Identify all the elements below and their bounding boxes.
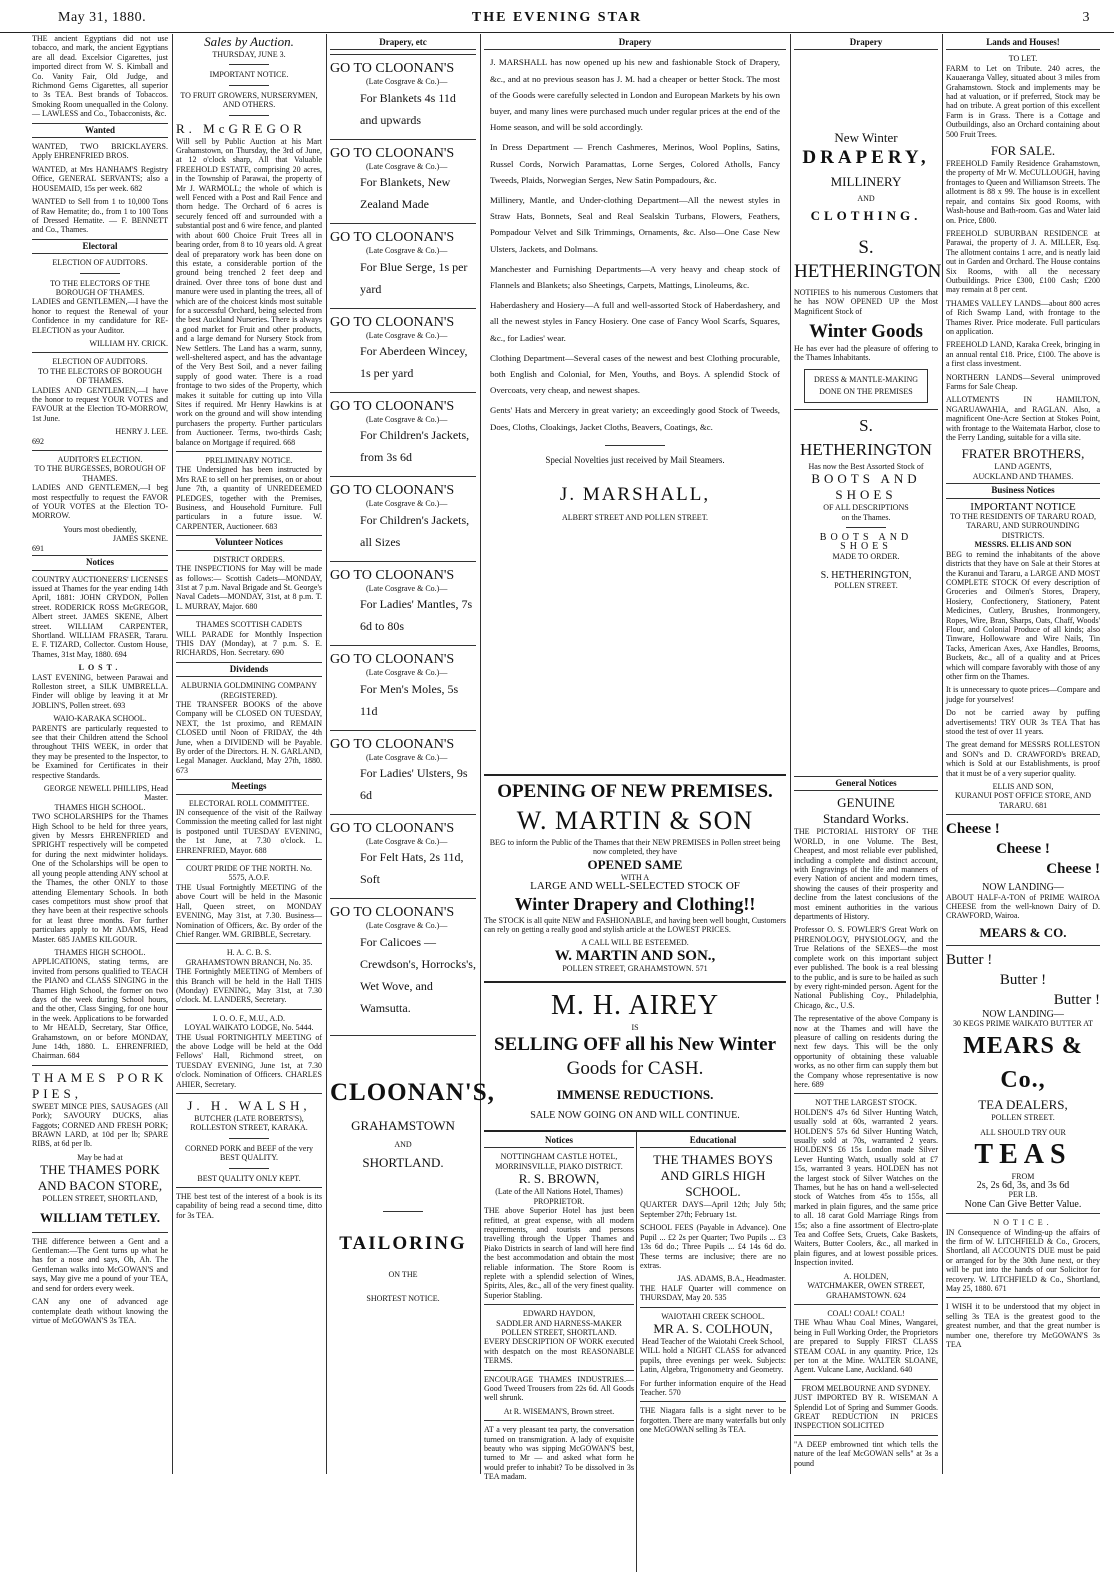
- butcher-name: J. H. WALSH,: [187, 1098, 311, 1113]
- tea-ad: CAN any one of advanced age contemplate death without knowing the virtue of McGOWAN'S 3s TEA.: [32, 1297, 168, 1325]
- section-heading-volunteer: Volunteer Notices: [176, 535, 322, 550]
- column-5-lower: [794, 774, 938, 1474]
- notice-signature: GEORGE NEWELL PHILLIPS, Head Master.: [43, 784, 168, 803]
- notice-title: H. A. C. B. S.: [226, 948, 272, 958]
- cloonan-item: For Children's Jackets, all Sizes: [360, 512, 470, 549]
- cloonan-late: (Late Cosgrave & Co.)—: [366, 161, 448, 171]
- heth-new-winter: New Winter: [834, 130, 898, 146]
- school-body: SCHOOL FEES (Payable in Advance). One Pupil ... £2 2s per Quarter; Two Pupils ... £3 13s 6d do.; Three Pupils ... £4 14s 6d do. These terms are inclusive; there are no extras.: [640, 1223, 786, 1270]
- ellis-title: IMPORTANT NOTICE: [970, 500, 1076, 513]
- martin-large: LARGE AND WELL-SELECTED STOCK OF: [530, 880, 740, 893]
- martin-stock: The STOCK is all quite NEW and FASHIONABLE, and having been well bought, Customers can rely on getting a really good and stylish article at the LOWEST PRICES.: [484, 915, 786, 935]
- lands-title: FOR SALE.: [990, 143, 1056, 159]
- section-heading-wanted: Wanted: [32, 123, 168, 138]
- butter-3: Butter !: [1053, 991, 1100, 1008]
- notice-body: IN consequence of the visit of the Railway Commission the meeting called for last night is postponed until TUESDAY EVENING, the 1st June, at 7.30 o'clock. L. EHRENFRIED, Mayor. 688: [176, 808, 322, 855]
- lands-body: NORTHERN LANDS—Several unimproved Farms for Sale Cheap.: [946, 372, 1100, 391]
- cheese-1: Cheese !: [946, 821, 1000, 838]
- mears-trade: TEA DEALERS,: [978, 1096, 1068, 1112]
- column-3: [330, 34, 495, 1474]
- colhoun-body: For further information enquire of the Head Teacher. 570: [640, 1378, 786, 1397]
- lands-body: ALLOTMENTS IN HAMILTON, NGARUAWAHIA, and RAGLAN. Also, a magnificent One-Acre Section at Stokes Point, with frontage to the Waitemata Harbor, close to the Ferry Landing, suitable for a villa site.: [946, 395, 1100, 443]
- bottom-block: [484, 774, 786, 1482]
- auction-to: TO FRUIT GROWERS, NURSERYMEN, AND OTHERS.: [180, 90, 318, 110]
- marshall-address: ALBERT STREET AND POLLEN STREET.: [562, 513, 708, 523]
- ad-number: 692: [32, 436, 44, 446]
- mears-name-large: MEARS & Co.,: [963, 1032, 1083, 1093]
- butcher-address: BUTCHER (LATE ROBERTS'S), ROLLESTON STREET, KARAKA.: [190, 1114, 308, 1133]
- airey-goods: Goods for CASH.: [566, 1057, 704, 1079]
- mears-kegs: 30 KEGS PRIME WAIKATO BUTTER AT: [953, 1019, 1093, 1029]
- colhoun-sub: Head Teacher of the Waiotahi Creek School,: [641, 1336, 785, 1346]
- notice-body: THE INSPECTIONS for May will be made as follows:— Scottish Cadets—MONDAY, 31st at 7 p.m. Naval Brigade and St. George's Naval Cadets—MONDAY, 31st, at 8 p.m. T. L. MURRAY, Major. 680: [176, 564, 322, 611]
- tea-try: ALL SHOULD TRY OUR: [980, 1128, 1066, 1138]
- cloonan-go-to: GO TO CLOONAN'S: [330, 483, 455, 499]
- works-title: Standard Works.: [822, 811, 910, 827]
- frater-name: FRATER BROTHERS,: [961, 446, 1085, 462]
- pork-title: THAMES PORK PIES,: [32, 1069, 168, 1101]
- cloonan-late: (Late Cosgrave & Co.)—: [366, 583, 448, 593]
- marshall-body: In Dress Department — French Cashmeres, Merinos, Wool Poplins, Satins, Russel Cords, Norwich Paramattas, Lorne Serges, Colored Atholls, Fancy Tweeds, Plaids, Norwegian Serges, New Satin Pompadours, &c.: [490, 142, 780, 185]
- heth-dressmaking-box: DRESS & MANTLE-MAKING DONE ON THE PREMISES: [804, 369, 928, 403]
- auction-body: THE Undersigned has been instructed by Mrs RAE to sell on her premises, on or about June 7th, a quantity of UNREDEEMED PLEDGES, together with the Premises, Business, and Household Furniture. Full particulars in a future issue. W. CARPENTER, Auctioneer. 683: [176, 465, 322, 531]
- notice-signature: HENRY J. LEE.: [115, 427, 168, 437]
- cloonan-ad: [330, 898, 476, 1026]
- notice-body: LAST EVENING, between Parawai and Rolleston street, a SILK UMBRELLA. Finder will oblige by leaving it at Mr JOBLIN'S, Pollen street. 693: [32, 672, 168, 710]
- cloonan-item: For Calicoes — Crewdson's, Horrocks's, Wet Wove, and Wamsutta.: [360, 934, 476, 1015]
- heth-name: S. HETHERINGTON,: [820, 570, 912, 582]
- cloonan-ad: [330, 223, 476, 307]
- ellis-body: It is unnecessary to quote prices—Compare and judge for yourselves!: [946, 685, 1100, 704]
- notice-body: COUNTRY AUCTIONEERS' LICENSES issued at Thames for the year ending 14th April, 1881: JOHN CRYDON, Pollen street. RODERICK ROSS McGREGOR, Albert street. JAMES SKENE, Albert street. WILLIAM CARPENTER, Shortland. WILLIAM FRASER, Tararu. E. F. TIZARD, Collector. Custom House, Thames, 31st May, 1880. 694: [32, 574, 168, 659]
- column-rule: [172, 34, 173, 1474]
- marshall-body: Manchester and Furnishing Departments—A very heavy and cheap stock of Flannels and Blankets; also Sheetings, Carpets, Mattings, Linoleums, &c.: [490, 263, 780, 291]
- cloonan-place: SHORTLAND.: [362, 1155, 444, 1171]
- martin-with: WITH A: [620, 872, 650, 882]
- tea-perlb: PER LB.: [1008, 1190, 1038, 1200]
- pork-proprietor: WILLIAM TETLEY.: [40, 1209, 160, 1225]
- martin-name-2: W. MARTIN AND SON.,: [554, 947, 716, 964]
- ellis-name: MESSRS. ELLIS AND SON: [974, 540, 1072, 550]
- cloonan-go-to: GO TO CLOONAN'S: [330, 905, 455, 921]
- wanted-ad: WANTED, TWO BRICKLAYERS. Apply EHRENFRIED BROS.: [32, 142, 168, 161]
- notice-title: THAMES HIGH SCHOOL.: [54, 802, 146, 812]
- notice-title: ELECTION OF AUDITORS.: [52, 357, 148, 367]
- wiseman-title: FROM MELBOURNE AND SYDNEY.: [801, 1383, 931, 1393]
- column-1: [32, 34, 168, 1474]
- notice-title: WAIO-KARAKA SCHOOL.: [53, 714, 147, 724]
- cloonan-late: (Late Cosgrave & Co.)—: [366, 77, 448, 87]
- section-heading-auction: Sales by Auction.: [204, 34, 294, 49]
- notice-body: TWO SCHOLARSHIPS for the Thames High School to be held for three years, given by Messrs EHRENFRIED and SPRIGHT respectively will be competed for during the next midwinter holidays. One of the Scholarships will be open to all young people attending ANY school at the Thames, the other ONLY to those attending Elementary Schools. In both cases competitors must show proof that they have been at their respective schools for at least three months. For further particulars apply to Mr ADAMS, Head Master. 685 JAMES KILGOUR.: [32, 812, 168, 944]
- cloonan-item: For Blankets 4s 11d and upwards: [360, 90, 456, 127]
- notice-title: I. O. O. F., M.U., A.D.: [212, 1013, 286, 1023]
- school-body: QUARTER DAYS—April 12th; July 5th; September 27th; February 1st.: [640, 1200, 786, 1219]
- mears-street: POLLEN STREET.: [991, 1112, 1055, 1122]
- tea-big: TEAS: [974, 1138, 1072, 1170]
- martin-name: W. MARTIN & SON: [516, 806, 754, 835]
- wiseman-address: At R. WISEMAN'S, Brown street.: [503, 1406, 615, 1416]
- cloonan-and: AND: [394, 1139, 412, 1149]
- holden-body: HOLDEN'S 47s 6d Silver Hunting Watch, usually sold at 60s, warranted 2 years. HOLDEN'S 57s 6d Silver Hunting Watch, usually sold at 70s, warranted 2 years. HOLDEN'S £6 15s London made Silver Lever Hunting Watch, usually sold at £7 15s, warranted 3 years. HOLDEN has not the largest stock of Silver Watches on the Thames, but he has on hand a well-selected stock of Watches from 45s to 155s, all marked in plain figures, and the same price to all. 18 carat Gold Marriage Rings from 15s; also a fine assortment of Electro-plate Tea and Coffee Sets, Cruets, Cake Baskets, Waiters, Butter Coolers, &c., all marked in plain figures, and at lowest possible prices. Inspection invited.: [794, 1107, 938, 1268]
- cloonan-late: (Late Cosgrave & Co.)—: [366, 415, 448, 425]
- cloonan-item: For Aberdeen Wincey, 1s per yard: [360, 344, 468, 381]
- notice-body: THE TRANSFER BOOKS of the above Company will be CLOSED ON TUESDAY, NEXT, the 1st proximo, and REMAIN CLOSED until Noon of FRIDAY, the 4th June, when a DIVIDEND will be Payable. By order of the Directors. H. N. GARLAND, Legal Manager. Auckland, May 27th, 1880. 673: [176, 699, 322, 775]
- cloonan-go-to: GO TO CLOONAN'S: [330, 652, 455, 668]
- cloonan-ad: [330, 645, 476, 729]
- lands-body: THAMES VALLEY LANDS—about 800 acres of Rich Swamp Land, with frontage to the Thames River. Price moderate. Full particulars on application.: [946, 298, 1100, 336]
- heth-name: S. HETHERINGTON: [794, 236, 942, 282]
- pork-store: THE THAMES PORK AND BACON STORE,: [37, 1162, 163, 1194]
- heth-text: Has now the Best Assorted Stock of: [808, 461, 924, 471]
- tailoring-title: TAILORING: [339, 1233, 467, 1255]
- masthead-date: May 31, 1880.: [58, 10, 147, 25]
- cloonan-go-to: GO TO CLOONAN'S: [330, 314, 455, 330]
- mears-name: MEARS & CO.: [979, 924, 1067, 940]
- hotel-body: THE above Superior Hotel has just been refitted, at great expense, with all modern requirements, and tourists and persons travelling through the Upper Thames and Piako Districts in search of land will here find the best accommodation and obtain the most reliable information. The Store Room is replete with a splendid selection of Wines, Spirits, Ales, &c., all of the very finest quality. Superior Stabling.: [484, 1206, 634, 1300]
- mears-landing: NOW LANDING—: [982, 882, 1064, 894]
- lands-title: TO LET.: [1008, 54, 1038, 64]
- wanted-ad: WANTED, at Mrs HANHAM'S Registry Office, GENERAL SERVANTS; also a HOUSEMAID, 15s per week. 682: [32, 164, 168, 193]
- column-rule: [942, 34, 943, 1474]
- heth-millinery: MILLINERY: [830, 174, 902, 190]
- bottom-educational: [640, 1132, 786, 1439]
- ellis-subtitle: TO THE RESIDENTS OF TARARU ROAD, TARARU, AND SURROUNDING DISTRICTS.: [949, 512, 1097, 540]
- works-body: THE PICTORIAL HISTORY OF THE WORLD, in one Volume. The Best, Cheapest, and most reliable ever published, including a complete and distinct account, with Engravings of the life and manners of every Nation of ancient and modern times, showing the causes of their prosperity and decline from the latest conclusions of the most eminent authorities in the various departments of History.: [794, 827, 938, 922]
- hotel-title: NOTTINGHAM CASTLE HOTEL, MORRINSVILLE, PIAKO DISTRICT.: [495, 1152, 623, 1171]
- cloonan-item: For Blankets, New Zealand Made: [360, 175, 451, 212]
- martin-opened: OPENED SAME: [587, 856, 683, 872]
- colhoun-body: WILL hold a NIGHT CLASS for advanced pupils, three evenings per week. Subjects: Latin, Algebra, Trigonometry and Geometry.: [640, 1346, 786, 1375]
- notice-body: THE Usual FORTNIGHTLY MEETING of the above Lodge will be held at the Odd Fellows' Hall, Richmond street, on TUESDAY EVENING, June 1st, at 7.30 o'clock. Nomination of Officers. CHARLES AHIER, Secretary.: [176, 1032, 322, 1089]
- section-heading-drapery: Drapery: [794, 36, 938, 50]
- marshall-body: J. MARSHALL has now opened up his new and fashionable Stock of Drapery, &c., and at no previous season has J. M. had a cheaper or better Stock. The most of the Goods were carefully selected in London and European Markets by his own buyer, and many lines were purchased much under regular prices at the end of the Home season, and will be sold accordingly.: [490, 57, 780, 133]
- column-2: [176, 34, 322, 1474]
- butter-2: Butter !: [999, 971, 1047, 988]
- tea-ad: I WISH it to be understood that my object in selling 3s TEA is the greatest good to the greatest number, and that the great number is number one, therefore try McGOWAN'S 3s TEA: [946, 1302, 1100, 1349]
- cloonan-go-to: GO TO CLOONAN'S: [330, 821, 455, 837]
- auction-body: Will sell by Public Auction at his Mart Grahamstown, on Thursday, the 3rd of June, at 12 o'clock sharp, All that Valuable FREEHOLD ESTATE, comprising 20 acres, in the Township of Parawai, the property of Mr J. WARMOLL; the whole of which is well Fenced with a Post and Rail Fence and thorn hedge. The Orchard of 6 acres is securely fenced off and surrounded with a substantial post and 6 wire fence, and planted with about 600 Choice Fruit Trees all in bearing order, from 8 to 10 years old. A great deal of preparatory work has been done on this estate, a considerable portion of the ground being trenched 2 feet deep and drained. Over three tons of bone dust and manure were used in planting the trees, all of which are of the choicest kinds most suitable for a successful Orchard, being selected from the best Auckland Nurseries. There is always a good market for Fruit and other products, and a large demand for Nursery Stock from New Settlers. The Land has a warm, sunny, well-sheltered aspect, and has the advantage of the Very Best Soil, and a never failing supply of good water. There is a road frontage to two sides of the Property, which makes it suitable for cutting up into Villa Sites if required. Mr Henry Hawkins is at work on the ground and will show intending purchasers the property. Further particulars from Auctioneer. Terms, two-thirds Cash; balance on Mortgage if required. 668: [176, 136, 322, 447]
- marshall-name: J. MARSHALL,: [559, 484, 711, 506]
- marshall-body: Haberdashery and Hosiery—A full and well-assorted Stock of Haberdashery, and all the newest styles in Fancy Hosiery. One case of Fancy Wool Scarfs, Squares, &c., for Ladies' wear.: [490, 300, 780, 343]
- ellis-body: The great demand for MESSRS ROLLESTON and SON's and D. CRAWFORD's BREAD, which is Sold at our Establishments, is proof that it must be of a very superior quality.: [946, 740, 1100, 778]
- heth-text: on the Thames.: [841, 512, 891, 522]
- coal-body: THE Whau Whau Coal Mines, Wangarei, being in Full Working Order, the Proprietors are prepared to Supply FIRST CLASS STEAM COAL in any quantity. Price, 12s per ton at the Mine. WALTER SLOANE, Agent. Vulcane Lane, Auckland. 640: [794, 1318, 938, 1375]
- cheese-2: Cheese !: [996, 841, 1050, 858]
- cheese-3: Cheese !: [1046, 861, 1100, 878]
- cloonan-late: (Late Cosgrave & Co.)—: [366, 330, 448, 340]
- martin-text: BEG to inform the Public of the Thames that their NEW PREMISES in Pollen street being now completed, they have: [489, 838, 781, 857]
- airey-reductions: IMMENSE REDUCTIONS.: [556, 1086, 714, 1102]
- notice-title: DISTRICT ORDERS.: [213, 554, 285, 564]
- heth-and: AND: [857, 194, 875, 204]
- section-heading-notices: Notices: [484, 1134, 634, 1148]
- notice-closing: Yours most obediently,: [63, 524, 137, 534]
- section-heading-dividends: Dividends: [176, 662, 322, 677]
- heth-boots: BOOTS AND SHOES: [811, 471, 921, 503]
- butcher-text: CORNED PORK and BEEF of the very BEST QUALITY.: [185, 1143, 313, 1163]
- frater-place: AUCKLAND AND THAMES.: [972, 471, 1074, 481]
- wanted-ad: WANTED to Sell from 1 to 10,000 Tons of Raw Hematite; do., from 1 to 100 Tons of Dressed Hematite. — F. BENNETT and Co., Thames.: [32, 197, 168, 235]
- waiotahi-title: WAIOTAHI CREEK SCHOOL.: [661, 1311, 765, 1321]
- tailoring-notice: SHORTEST NOTICE.: [366, 1293, 440, 1303]
- cloonan-late: (Late Cosgrave & Co.)—: [366, 246, 448, 256]
- airey-name: M. H. AIREY: [550, 990, 720, 1022]
- lands-body: FARM to Let on Tribute. 240 acres, the Kauaeranga Valley, situated about 3 miles from Grahamstown. Stock and implements may be had at valuation, or if preferred, Stock may be had on tribute. A great portion of this excellent Farm is in Grass. There is a Cottage and Outbuildings, also an Orchard containing about 500 Fruit Trees.: [946, 63, 1100, 139]
- colhoun-name: MR A. S. COLHOUN,: [653, 1320, 773, 1336]
- hotel-name: R. S. BROWN,: [518, 1171, 600, 1187]
- cloonan-ads: [330, 54, 476, 1026]
- notice-title: COURT PRIDE OF THE NORTH. No. 5575, A.O.F.: [185, 864, 313, 883]
- butter-1: Butter !: [946, 951, 993, 968]
- section-heading-drapery: Drapery, etc: [330, 36, 476, 50]
- tailoring-on: ON THE: [388, 1270, 418, 1280]
- airey-sale: SALE NOW GOING ON AND WILL CONTINUE.: [530, 1109, 740, 1121]
- notice-title: NOTICE.: [993, 1218, 1053, 1228]
- auction-notice: IMPORTANT NOTICE.: [209, 70, 289, 80]
- section-heading-drapery: Drapery: [484, 36, 786, 50]
- pork-text: May be had at: [77, 1152, 123, 1162]
- heth-body: He has ever had the pleasure of offering to the Thames Inhabitants.: [794, 344, 938, 363]
- cloonan-ad: [330, 139, 476, 223]
- airey-selling: SELLING OFF all his New Winter: [493, 1033, 777, 1055]
- cloonan-ad: [330, 54, 476, 138]
- cloonan-ad: [330, 308, 476, 392]
- holden-title: NOT THE LARGEST STOCK.: [815, 1098, 917, 1108]
- heth-winter-goods: Winter Goods: [809, 321, 923, 343]
- school-body: THE HALF Quarter will commence on THURSDAY, May 20. 535: [640, 1283, 786, 1303]
- intro-ad: THE ancient Egyptians did not use tobacco, and mark, the ancient Egyptians are all dead. Excelsior Cigarettes, just imported direct from W. S. Kimball and Co. Vanity Fair, Old Judge, and Richmond Gems Cigarettes, all superior to 3s TEA. Best brands of Tobaccos. Smoking Room unequalled in the Colony. — LAWLESS and Co., Tobacconists, &c.: [32, 34, 168, 119]
- martin-call: A CALL WILL BE ESTEEMED.: [581, 938, 689, 948]
- cloonan-late: (Late Cosgrave & Co.)—: [366, 499, 448, 509]
- bottom-notices: [484, 1132, 634, 1486]
- tea-ad: THE difference between a Gent and a Gentleman:—The Gent turns up what he has for a nose and says, Oh, Ah. The Gentleman walks into McGOWAN'S and says, May give me a pound of your TEA, and send for orders every week.: [32, 1236, 168, 1293]
- marshall-body: Clothing Department—Several cases of the newest and best Clothing procurable, both English and Colonial, for Men, Youths, and Boys. A splendid Stock of Overcoats, very cheap, and newest shapes.: [490, 352, 780, 396]
- cloonan-go-to: GO TO CLOONAN'S: [330, 230, 455, 246]
- haydon-name: EDWARD HAYDON,: [522, 1309, 596, 1319]
- martin-opening: OPENING OF NEW PREMISES.: [497, 781, 773, 802]
- notice-body: IN Consequence of Winding-up the affairs of the firm of W. LITCHFIELD & Co., Grocers, Shortland, all ACCOUNTS DUE must be paid or arranged for by the 30th June next, or they will be put into the hands of our Solicitor for recovery. W. LITCHFIELD & Co., Shortland, May 25, 1880. 671: [946, 1227, 1100, 1293]
- section-heading-business: Business Notices: [946, 483, 1100, 498]
- cloonan-go-to: GO TO CLOONAN'S: [330, 736, 455, 752]
- heth-drapery: DRAPERY,: [802, 147, 930, 169]
- notice-subtitle: LOYAL WAIKATO LODGE, No. 5444.: [184, 1023, 314, 1033]
- butcher-text: BEST QUALITY ONLY KEPT.: [197, 1173, 301, 1183]
- works-genuine: GENUINE: [837, 795, 895, 811]
- column-rule: [326, 34, 327, 1474]
- heth-address: POLLEN STREET.: [834, 580, 898, 590]
- tea-ad: THE best test of the interest of a book is its capability of being read a second time, ditto for 3s TEA.: [176, 1192, 322, 1220]
- marshall-body: Millinery, Mantle, and Under-clothing Department—All the newest styles in Straw Hats, Bonnets, Seal and Real Sealskin Turbans, Flowers, Feathers, Pompadour Velvet and Silk Trimmings, Ornaments, &c. Also—One Case New Ulsters, Jackets, and Dolmans.: [490, 195, 780, 254]
- tea-prices: 2s, 2s 6d, 3s, and 3s 6d: [976, 1179, 1070, 1191]
- cloonan-go-to: GO TO CLOONAN'S: [330, 399, 455, 415]
- cloonan-go-to: GO TO CLOONAN'S: [330, 567, 455, 583]
- auction-notice: PRELIMINARY NOTICE.: [205, 456, 293, 466]
- tea-value: None Can Give Better Value.: [964, 1198, 1082, 1210]
- masthead: [0, 0, 1114, 33]
- auctioneer-name: R. McGREGOR: [176, 120, 306, 136]
- notice-subtitle: TO THE ELECTORS OF BOROUGH OF THAMES.: [37, 366, 162, 386]
- tea-ad: THE Niagara falls is a sight never to be forgotten. There are many waterfalls but only one McGOWAN selling 3s TEA.: [640, 1406, 786, 1435]
- school-signature: JAS. ADAMS, B.A., Headmaster.: [677, 1274, 786, 1284]
- cloonan-item: For Ladies' Mantles, 7s 6d to 80s: [360, 597, 473, 634]
- tea-from: FROM: [1011, 1171, 1035, 1181]
- notice-body: APPLICATIONS, stating terms, are invited from persons qualified to TEACH the PIANO and CLASS SINGING in the Thames High School, the former on two days of the week during School hours, and the other, Class Singing, for one hour in the week. Applications to be forwarded to Mr HEALD, Secretary, Star Office, Grahamstown, on or before MONDAY, June 14th, 1880. L. EHRENFRIED, Chairman. 684: [32, 957, 168, 1061]
- cloonan-ad: [330, 730, 476, 814]
- cloonan-item: For Ladies' Ulsters, 9s 6d: [360, 766, 468, 803]
- mears-body: ABOUT HALF-A-TON of PRIME WAIROA CHEESE from the well-known Dairy of D. CRAWFORD, Wairoa.: [946, 892, 1100, 921]
- works-body: The representative of the above Company is now at the Thames and will have the pleasure of calling on residents during the next few days. This will be the only opportunity of obtaining these valuable works, as no other firm can supply them but the Company whose representative is now here. 689: [794, 1014, 938, 1089]
- cloonan-late: (Late Cosgrave & Co.)—: [366, 752, 448, 762]
- column-rule: [480, 34, 481, 1474]
- haydon-sub: SADDLER AND HARNESS-MAKER POLLEN STREET, SHORTLAND.: [496, 1318, 622, 1337]
- notice-body: WILL PARADE for Monthly Inspection THIS DAY (Monday), at 7 p.m. S. E. RICHARDS, Hon. Secretary. 690: [176, 629, 322, 658]
- column-rule: [790, 34, 791, 1474]
- cloonan-go-to: GO TO CLOONAN'S: [330, 145, 455, 161]
- marshall-novelties: Special Novelties just received by Mail Steamers.: [545, 454, 725, 465]
- notice-title: ELECTORAL ROLL COMMITTEE.: [188, 798, 310, 808]
- coal-title: COAL! COAL! COAL!: [827, 1308, 905, 1318]
- column-6: [946, 34, 1100, 1474]
- marshall-body: Gents' Hats and Mercery in great variety; an exceedingly good Stock of Tweeds, Does, Cloths, Cloakings, Jacket Cloths, Beavers, Coatings, &c.: [490, 405, 780, 432]
- masthead-title: THE EVENING STAR: [471, 10, 643, 25]
- airey-is: IS: [631, 1023, 639, 1033]
- wiseman-body: ENCOURAGE THAMES INDUSTRIES.—Good Tweed Trousers from 22s 6d. All Goods well shrunk.: [484, 1374, 634, 1403]
- cloonan-ad: [330, 392, 476, 476]
- haydon-body: EVERY DESCRIPTION OF WORK executed with despatch on the most REASONABLE TERMS.: [484, 1337, 634, 1366]
- notice-body: LADIES and GENTLEMEN,—I have the honor to request the Renewal of your Confidence in my candidature for RE-ELECTION as your Auditor.: [32, 297, 168, 335]
- notice-signature: JAMES SKENE.: [112, 534, 168, 544]
- notice-title: THAMES HIGH SCHOOL.: [54, 947, 146, 957]
- notice-title: THAMES SCOTTISH CADETS: [195, 620, 303, 630]
- frater-role: LAND AGENTS,: [994, 462, 1052, 472]
- hotel-sub: (Late of the All Nations Hotel, Thames) PROPRIETOR.: [495, 1187, 623, 1206]
- heth-text: MADE TO ORDER.: [832, 551, 900, 561]
- martin-address: POLLEN STREET, GRAHAMSTOWN. 571: [562, 963, 708, 973]
- ellis-body: BEG to remind the inhabitants of the above districts that they have on Sale at their Stores at the Kuranui and Tararu, a LARGE AND MOST COMPLETE STOCK Of every description of Groceries and Oilmen's Stores, Drapery, Hosiery, Confectionery, Stationery, Patent Medicines, Cutlery, Brushes, Ironmongery, Ropes, Wire, Bran, Sharps, Oats, Chaff, Woods' Flour, and Colonial Produce of all kinds; also Tinware, Hollowware and Wire Nails, Tin Tacks, American Axes, Axe Handles, Brooms, Buckets, &c., all of a quality and at Prices which will compare favorably with those of any other firm on the Thames.: [946, 549, 1100, 681]
- notice-title: ALBURNIA GOLDMINING COMPANY (REGISTERED).: [180, 681, 318, 700]
- notice-title: LOST.: [78, 663, 122, 673]
- wiseman-body: JUST IMPORTED BY R. WISEMAN A Splendid Lot of Spring and Summer Goods. GREAT REDUCTION IN PRICES INSPECTION SOLICITED: [794, 1393, 938, 1431]
- auction-date: THURSDAY, JUNE 3.: [212, 50, 286, 59]
- notice-title: ELECTION OF AUDITORS.: [52, 258, 148, 268]
- cloonan-item: For Children's Jackets, from 3s 6d: [360, 428, 470, 465]
- notice-subtitle: TO THE BURGESSES, BOROUGH OF THAMES.: [34, 464, 166, 483]
- cloonan-town: GRAHAMSTOWN: [351, 1117, 455, 1133]
- section-heading-meetings: Meetings: [176, 779, 322, 794]
- cloonan-name: CLOONAN'S,: [330, 1078, 495, 1106]
- pork-address: POLLEN STREET, SHORTLAND,: [42, 1194, 158, 1204]
- pork-body: SWEET MINCE PIES, SAUSAGES (All Pork); SAVOURY DUCKS, alias Faggots; CORNED AND FRESH PORK; BRAWN LARD, at 10d per lb; SPARE RIBS, at 6d per lb.: [32, 1101, 168, 1149]
- heth-text: OF ALL DESCRIPTIONS: [823, 503, 909, 513]
- mears-landing: NOW LANDING—: [982, 1008, 1064, 1020]
- tea-ad: AT a very pleasant tea party, the conversation turned on transmigration. A lady of exquisite beauty who was sipping McGOWAN'S best, turned to Mr — and asked what form he would prefer to inhabit? To be dissolved in 3s TEA madam.: [484, 1425, 634, 1482]
- ellis-signature: ELLIS AND SON,: [992, 782, 1054, 792]
- works-body: Professor O. S. FOWLER'S Great Work on PHRENOLOGY, PHYSIOLOGY, and the True Relations of the SEXES—the most complete work on this important subject ever published. The book is a real blessing to the public, and is sure to be hailed as such by every right-minded person. Agent for the National Publishing Coy., Philadelphia, Chicago, &c., U.S.: [794, 925, 938, 1010]
- ad-number: 691: [32, 543, 44, 553]
- tea-ad: "A DEEP embrowned tint which tells the nature of the leaf McGOWAN sells" at 3s a pound: [794, 1439, 938, 1468]
- section-heading-general: General Notices: [794, 776, 938, 791]
- cloonan-late: (Late Cosgrave & Co.)—: [366, 921, 448, 931]
- masthead-page: 3: [1082, 10, 1090, 25]
- lands-body: FREEHOLD Family Residence Grahamstown, the property of Mr W. McCULLOUGH, having frontages to Queen and Williamson Streets. The allotment is 88 x 99. The house is in excellent repair, and contains Six good Rooms, with Wash-house and Bath-room. Gas and Water laid on. Price, £800.: [946, 159, 1100, 225]
- notice-subtitle: GRAHAMSTOWN BRANCH, No. 35.: [185, 957, 313, 967]
- cloonan-item: For Blue Serge, 1s per yard: [360, 259, 468, 296]
- notice-body: THE Usual Fortnightly MEETING of the above Court will be held in the Masonic Hall, Queen street, on MONDAY EVENING, May 31st, at 7.30. Business—Nomination of Officers, &c. By order of the Chief Ranger. WM. GRIBBLE, Secretary.: [176, 882, 322, 939]
- holden-address: WATCHMAKER, OWEN STREET, GRAHAMSTOWN. 624: [807, 1281, 925, 1300]
- ellis-body: Do not be carried away by puffing advertisements! TRY OUR 3s TEA That has stood the test of over 11 years.: [946, 708, 1100, 736]
- section-heading-notices: Notices: [32, 555, 168, 570]
- column-5: [794, 34, 942, 774]
- cloonan-late: (Late Cosgrave & Co.)—: [366, 837, 448, 847]
- cloonan-ad: [330, 814, 476, 898]
- notice-title: AUDITOR'S ELECTION.: [57, 455, 143, 465]
- lands-body: FREEHOLD LAND, Karaka Creek, bringing in an annual rental £18. Price, £100. The above is a first class investment.: [946, 340, 1100, 369]
- notice-subtitle: TO THE ELECTORS OF THE BOROUGH OF THAMES.: [50, 278, 150, 297]
- cloonan-item: For Men's Moles, 5s 11d: [360, 681, 459, 718]
- notice-body: THE Fortnightly MEETING of Members of this Branch will be held in the Hall THIS (Monday) EVENING, May 31st, at 7.30 o'clock. M. LANDERS, Secretary.: [176, 967, 322, 1005]
- column-4: [484, 34, 786, 774]
- martin-winter: Winter Drapery and Clothing!!: [514, 893, 756, 914]
- notice-body: LADIES AND GENTLEMEN,—I have the honor to request YOUR VOTES and FAVOUR at the Election TO-MORROW, 1st June.: [32, 385, 168, 423]
- section-heading-lands: Lands and Houses!: [946, 36, 1100, 50]
- cloonan-late: (Late Cosgrave & Co.)—: [366, 668, 448, 678]
- cloonan-ad: [330, 561, 476, 645]
- school-title: THE THAMES BOYS AND GIRLS HIGH SCHOOL.: [653, 1152, 773, 1200]
- section-heading-educational: Educational: [640, 1134, 786, 1148]
- ellis-address: KURANUI POST OFFICE STORE, AND TARARU. 681: [955, 791, 1091, 810]
- cloonan-go-to: GO TO CLOONAN'S: [330, 61, 455, 77]
- lands-body: FREEHOLD SUBURBAN RESIDENCE at Parawai, the property of J. A. MILLER, Esq. The allotment contains 1 acre, and is neatly laid out in Garden and Orchard. The House contains Six Rooms, with all the necessary Outbuildings. Price £300, £100 Cash; £200 may remain at 8 per cent.: [946, 228, 1100, 295]
- heth-name: S. HETHERINGTON: [800, 415, 932, 459]
- holden-name: A. HOLDEN,: [843, 1271, 889, 1281]
- heth-body: NOTIFIES to his numerous Customers that he has NOW OPENED UP the Most Magnificent Stock of: [794, 287, 938, 316]
- notice-body: PARENTS are particularly requested to see that their Children attend the School throughout THIS WEEK, in order that they may be presented to the Inspector, to be Examined for Certificates in their respective Standards.: [32, 723, 168, 780]
- cloonan-ad: [330, 476, 476, 560]
- notice-body: LADIES AND GENTLEMEN,—I beg most respectfully to request the FAVOR of YOUR VOTES at the Election TO-MORROW.: [32, 483, 168, 521]
- notice-signature: WILLIAM HY. CRICK.: [89, 338, 168, 348]
- heth-boots: BOOTS AND SHOES: [819, 532, 913, 553]
- section-heading-electoral: Electoral: [32, 239, 168, 254]
- heth-clothing: CLOTHING.: [810, 207, 922, 223]
- cloonan-item: For Felt Hats, 2s 11d, Soft: [360, 850, 464, 887]
